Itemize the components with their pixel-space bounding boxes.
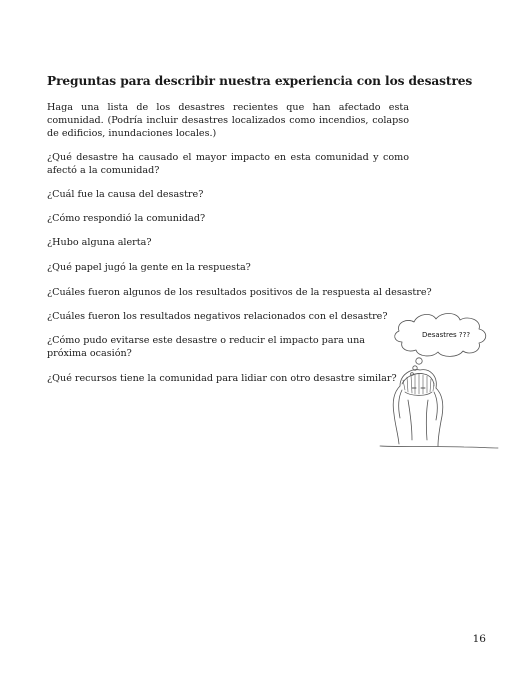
thought-bubble-text: Desastres ??? — [422, 331, 471, 339]
intro-paragraph: Haga una lista de los desastres recientes que han afectado esta comunidad. (Podría incluir desastres localizados como incendios, colapso de edificios, inundaciones locales.) — [47, 102, 409, 140]
page-number: 16 — [472, 633, 486, 645]
worried-person-illustration — [372, 300, 502, 458]
question-9: ¿Qué recursos tiene la comunidad para lidiar con otro desastre similar? — [47, 373, 397, 384]
question-4: ¿Hubo alguna alerta? — [47, 237, 152, 248]
page-title: Preguntas para describir nuestra experiencia con los desastres — [47, 74, 473, 88]
question-7: ¿Cuáles fueron los resultados negativos relacionados con el desastre? — [47, 311, 388, 322]
question-5: ¿Qué papel jugó la gente en la respuesta? — [47, 262, 251, 273]
question-6: ¿Cuáles fueron algunos de los resultados positivos de la respuesta al desastre? — [47, 287, 432, 298]
question-3: ¿Cómo respondió la comunidad? — [47, 213, 206, 224]
question-8: ¿Cómo pudo evitarse este desastre o reducir el impacto para una próxima ocasión? — [47, 335, 365, 360]
question-1: ¿Qué desastre ha causado el mayor impacto en esta comunidad y como afectó a la comunidad? — [47, 152, 409, 177]
question-2: ¿Cuál fue la causa del desastre? — [47, 189, 204, 200]
